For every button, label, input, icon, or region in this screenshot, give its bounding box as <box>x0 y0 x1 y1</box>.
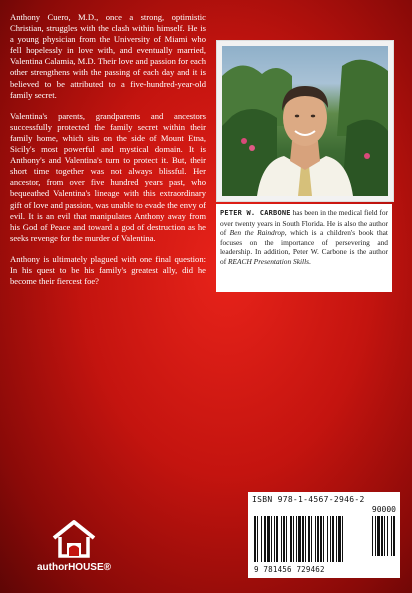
barcode-bar <box>336 516 337 562</box>
isbn-barcode <box>248 492 400 578</box>
author-bio <box>216 204 392 292</box>
barcode-bar <box>296 516 297 562</box>
barcode-bar <box>257 516 258 562</box>
author-photo-frame <box>216 40 394 202</box>
barcode-bar <box>281 516 282 562</box>
barcode-bar <box>391 516 392 556</box>
barcode-bar <box>302 516 304 562</box>
barcode-bar <box>375 516 376 556</box>
synopsis-paragraph-2: Valentina's parents, grandparents and ancestors successfully protected the family secret within their family home, which sits on the side of Mount Etna, Sicily's most powerful and mystical domain. It is Anthony's and Valentina's turn to protect it. But, their short time together was not always blissful. Her ancestor, from over five hundred years past, who bequeathed Valentina's lineage with this extraordinary gift of love and passion, was unable to evade the envy of evil. It is an evil that manipulates Anthony away from his God of Peace and toward a god of destruction as he seeks revenge for the murder of Valentina. <box>10 110 206 243</box>
barcode-bar <box>298 516 301 562</box>
barcode-bar <box>283 516 285 562</box>
barcode-bar <box>393 516 395 556</box>
price-code: 90000 <box>371 505 396 514</box>
author-portrait-illustration <box>222 46 388 196</box>
synopsis-paragraph-1: Anthony Cuero, M.D., once a strong, optimistic Christian, struggles with the clash within himself. He is a young physician from the University of Miami who fell hopelessly in love with, and eventually married, Valentina Calamia, M.D. Their love and passion for each other strengthens with the passing of each day and it is believed to be attributed to a five-hundred-year-old family secret. <box>10 12 206 100</box>
barcode-bar <box>372 516 373 556</box>
barcode-bar <box>274 516 275 562</box>
publisher-logo <box>24 516 124 586</box>
bio-text-2: , which is a children's book that focuses on the importance of persevering and leadership. In addition, Peter W. Carbone is the author of <box>220 228 388 266</box>
barcode-bar <box>387 516 388 556</box>
barcode-bar <box>342 516 343 562</box>
barcode-bar <box>317 516 319 562</box>
barcode-bar <box>305 516 306 562</box>
publisher-name: authorHOUSE® <box>36 562 112 573</box>
barcode-bar <box>276 516 278 562</box>
barcode-bar <box>320 516 322 562</box>
barcode-bar <box>384 516 385 556</box>
barcode-bar <box>377 516 380 556</box>
bio-book-title-2: REACH Presentation Skills <box>228 256 310 266</box>
bio-book-title-1: Ben the Raindrop <box>229 228 285 238</box>
synopsis <box>10 12 206 297</box>
house-logo-icon <box>24 516 124 562</box>
barcode-bar <box>293 516 294 562</box>
barcode-bar <box>330 516 331 562</box>
barcode-bar <box>261 516 262 562</box>
author-photo <box>222 46 388 196</box>
bio-text-1: has been in the medical field for over twenty years in South Florida. He is also the author of <box>220 208 388 238</box>
barcode-bar <box>286 516 287 562</box>
barcode-digits: 9 781456 729462 <box>254 565 325 574</box>
barcode-bar <box>311 516 312 562</box>
bio-text-3: . <box>309 256 311 266</box>
barcode-bar <box>381 516 383 556</box>
synopsis-paragraph-3: Anthony is ultimately plagued with one final question: In his quest to be his family's greatest ally, did he become their fiercest foe? <box>10 253 206 287</box>
barcode-bar <box>267 516 270 562</box>
isbn-text: ISBN 978-1-4567-2946-2 <box>252 495 365 504</box>
barcode-bar <box>323 516 324 562</box>
barcode-bar <box>271 516 272 562</box>
barcode-bar <box>327 516 328 562</box>
barcode-bar <box>290 516 292 562</box>
barcode-bar <box>315 516 316 562</box>
barcode-bar <box>332 516 334 562</box>
barcode-bar <box>338 516 341 562</box>
barcode-bar <box>254 516 256 562</box>
barcode-bar <box>308 516 310 562</box>
barcode-bar <box>264 516 266 562</box>
author-name: PETER W. CARBONE <box>220 209 291 217</box>
